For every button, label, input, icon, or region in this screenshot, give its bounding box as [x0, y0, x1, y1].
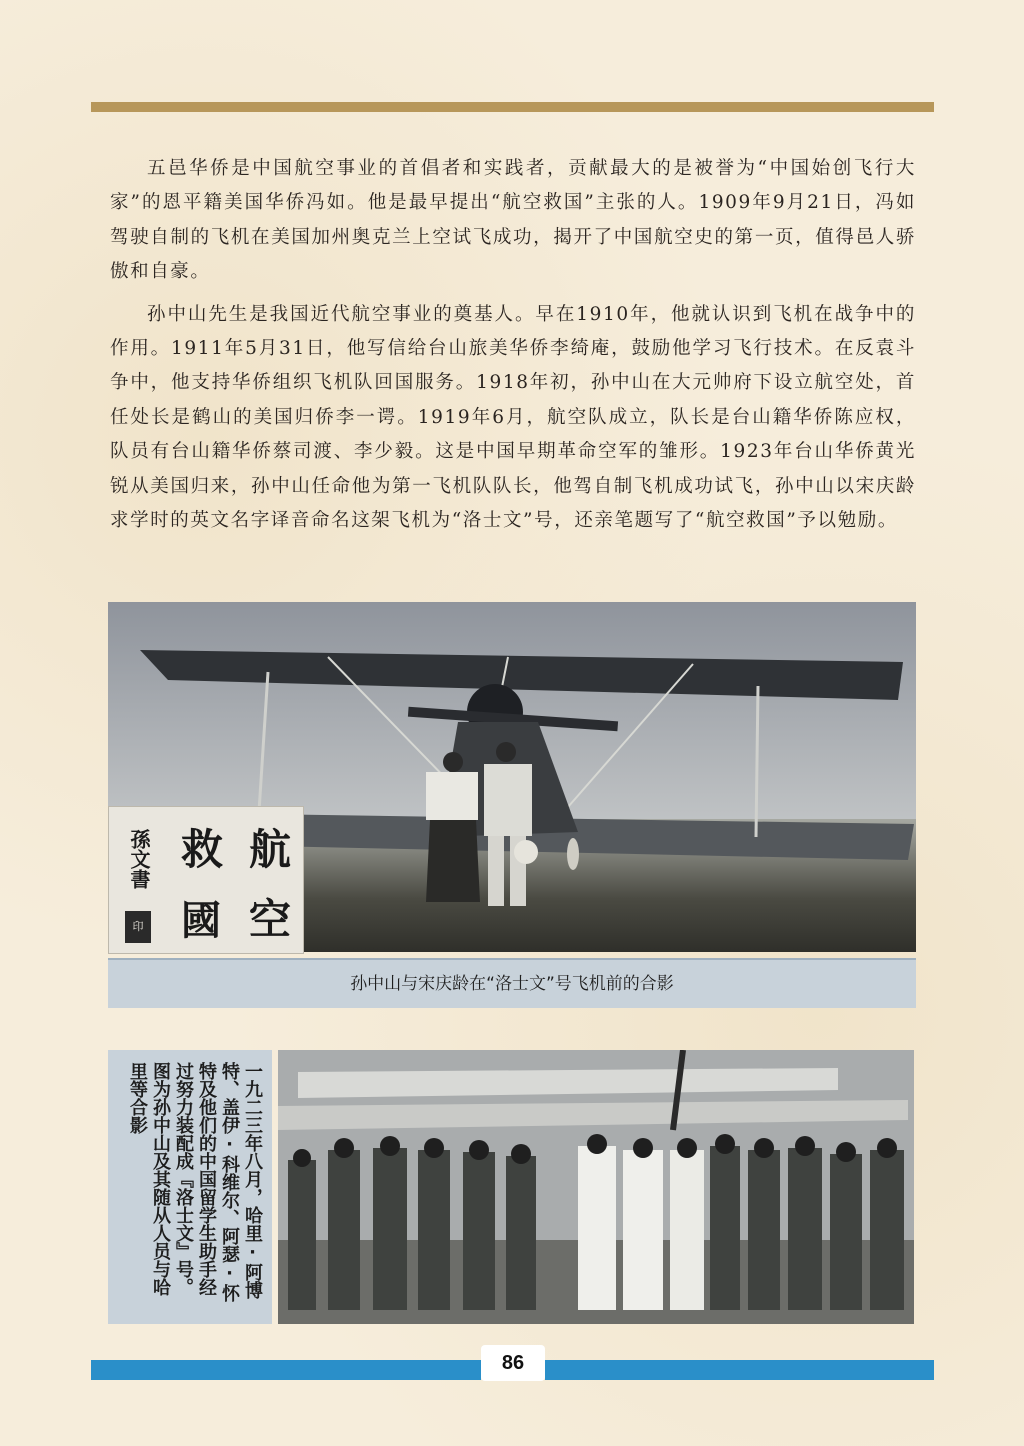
- calligraphy-inset: [108, 806, 304, 954]
- paragraph-2: 孙中山先生是我国近代航空事业的奠基人。早在1910年，他就认识到飞机在战争中的作用。1911年5月31日，他写信给台山旅美华侨李绮庵，鼓励他学习飞行技术。在反袁斗争中，他支持华侨组织飞机队回国服务。1918年初，孙中山在大元帅府下设立航空处，首任处长是鹤山的美国归侨李一谔。1919年6月，航空队成立，队长是台山籍华侨陈应权，队员有台山籍华侨蔡司渡、李少毅。这是中国早期革命空军的雏形。1923年台山华侨黄光锐从美国归来，孙中山任命他为第一飞机队队长，他驾自制飞机成功试飞，孙中山以宋庆龄求学时的英文名字译音命名这架飞机为“洛士文”号，还亲笔题写了“航空救国”予以勉励。: [110, 303, 916, 532]
- photo-group-with-plane: [278, 1050, 914, 1324]
- paragraph-1: 五邑华侨是中国航空事业的首倡者和实践者，贡献最大的是被誉为“中国始创飞行大家”的恩平籍美国华侨冯如。他是最早提出“航空救国”主张的人。1909年9月21日，冯如驾驶自制的飞机在美国加州奥克兰上空试飞成功，揭开了中国航空史的第一页，值得邑人骄傲和自豪。: [110, 158, 916, 283]
- group-photo-illustration: [278, 1050, 914, 1324]
- callig-char-2: 空: [249, 895, 292, 944]
- figure-man: [484, 742, 538, 906]
- callig-char-4: 國: [181, 897, 221, 944]
- top-decorative-rule: [91, 102, 934, 112]
- photo1-caption: 孙中山与宋庆龄在“洛士文”号飞机前的合影: [108, 958, 916, 1008]
- footer-bar-left: [91, 1360, 481, 1380]
- group-figures: [288, 1146, 904, 1310]
- calligraphy-signature: 孫文書: [127, 829, 151, 889]
- photo2-caption: 一九二三年八月，哈里·阿博特、盖伊·科维尔、阿瑟·怀特及他们的中国留学生助手经过努力装配成『洛士文』号。图为孙中山及其随从人员与哈里等合影: [108, 1050, 272, 1324]
- body-text: [110, 152, 916, 546]
- figure-woman: [426, 752, 480, 902]
- callig-char-3: 救: [181, 825, 224, 874]
- seal-stamp: 印: [125, 911, 151, 943]
- callig-char-1: 航: [249, 825, 292, 874]
- footer-bar-right: [545, 1360, 934, 1380]
- page-number: 86: [481, 1345, 545, 1381]
